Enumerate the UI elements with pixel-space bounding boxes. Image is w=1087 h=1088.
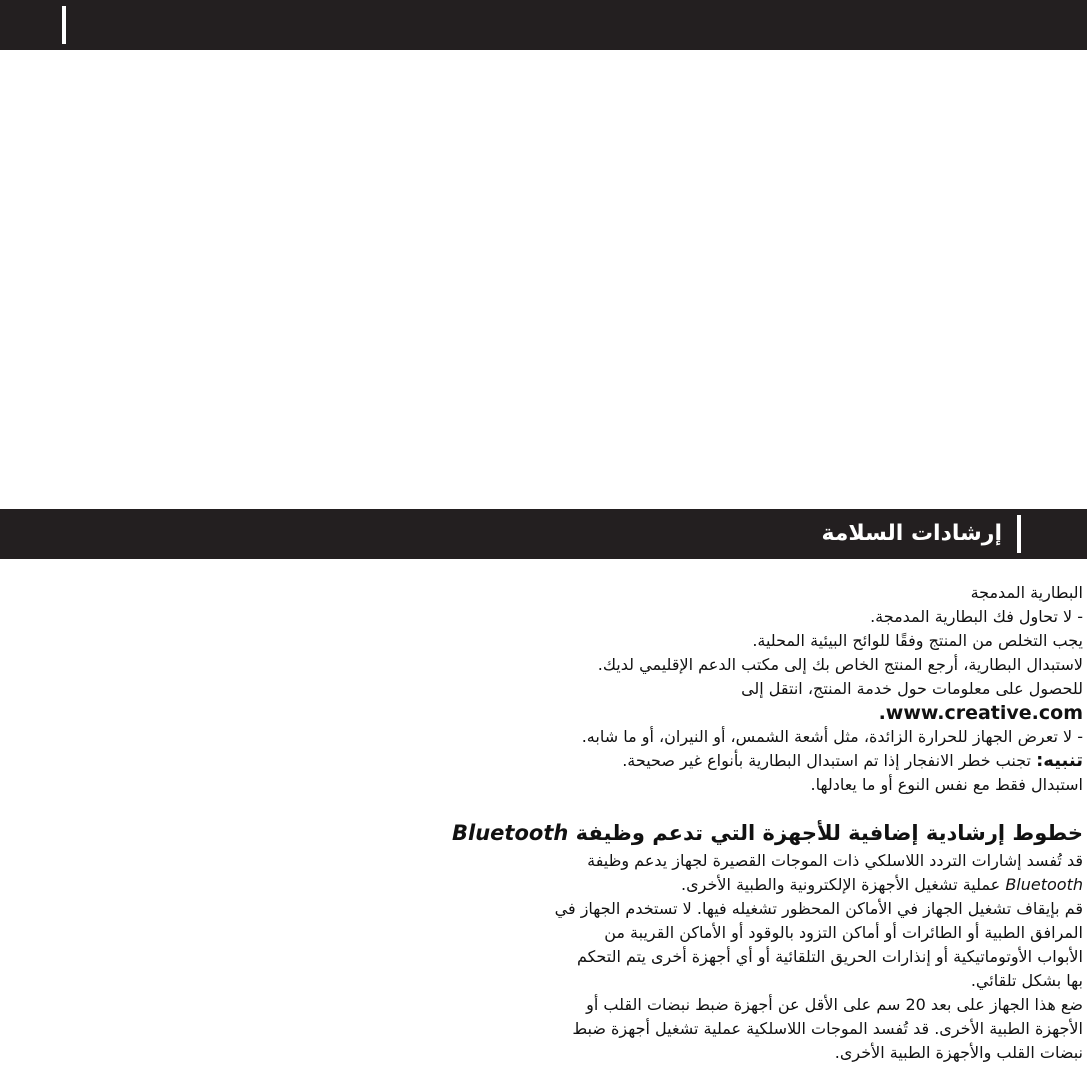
top-header-bar	[0, 0, 1087, 50]
bluetooth-heading-text: خطوط إرشادية إضافية للأجهزة التي تدعم وظيفة	[575, 821, 1083, 845]
battery-line: لاستبدال البطارية، أرجع المنتج الخاص بك إلى مكتب الدعم الإقليمي لديك.	[597, 655, 1083, 674]
warning-line	[543, 749, 1083, 773]
replace-line: استبدال فقط مع نفس النوع أو ما يعادلها.	[810, 775, 1083, 794]
bluetooth-p1-line: قد تُفسد إشارات التردد اللاسلكي ذات الموجات القصيرة لجهاز يدعم وظيفة	[587, 851, 1083, 870]
bluetooth-p3-line: الأجهزة الطبية الأخرى. قد تُفسد الموجات اللاسلكية عملية تشغيل أجهزة ضبط	[572, 1019, 1083, 1038]
header-marker	[62, 6, 66, 44]
battery-line: - لا تحاول فك البطارية المدمجة.	[870, 607, 1083, 626]
section-title: إرشادات السلامة	[821, 521, 1002, 546]
section-marker	[1017, 515, 1021, 553]
warning-text: تجنب خطر الانفجار إذا تم استبدال البطارية بأنواع غير صحيحة.	[622, 751, 1031, 770]
bluetooth-p3-line: ضع هذا الجهاز على بعد 20 سم على الأقل عن أجهزة ضبط نبضات القلب أو	[586, 995, 1083, 1014]
bluetooth-brand: Bluetooth	[1005, 875, 1083, 894]
bluetooth-p2-line: المرافق الطبية أو الطائرات أو أماكن التزود بالوقود أو الأماكن القريبة من	[604, 923, 1083, 942]
bluetooth-p1-line	[543, 873, 1083, 897]
section-header-bar	[0, 509, 1087, 559]
battery-title: البطارية المدمجة	[970, 583, 1083, 602]
bluetooth-heading	[452, 817, 1083, 849]
bluetooth-p2-line: بها بشكل تلقائي.	[970, 971, 1083, 990]
bluetooth-p1-text: عملية تشغيل الأجهزة الإلكترونية والطبية الأخرى.	[681, 875, 1001, 894]
heat-warning-line: - لا تعرض الجهاز للحرارة الزائدة، مثل أشعة الشمس، أو النيران، أو ما شابه.	[581, 727, 1083, 746]
bluetooth-p3-line: نبضات القلب والأجهزة الطبية الأخرى.	[834, 1043, 1083, 1062]
safety-content	[452, 581, 1083, 1065]
bluetooth-p2-line: قم بإيقاف تشغيل الجهاز في الأماكن المحظور تشغيله فيها. لا تستخدم الجهاز في	[554, 899, 1083, 918]
battery-line: يجب التخلص من المنتج وفقًا للوائح البيئية المحلية.	[752, 631, 1083, 650]
warning-label: تنبيه:	[1036, 750, 1083, 771]
bluetooth-heading-brand: Bluetooth	[452, 821, 569, 845]
bluetooth-p2-line: الأبواب الأوتوماتيكية أو إنذارات الحريق التلقائية أو أي أجهزة أخرى يتم التحكم	[576, 947, 1083, 966]
support-url[interactable]: www.creative.com.	[878, 702, 1083, 724]
battery-line: للحصول على معلومات حول خدمة المنتج، انتقل إلى	[741, 679, 1083, 698]
